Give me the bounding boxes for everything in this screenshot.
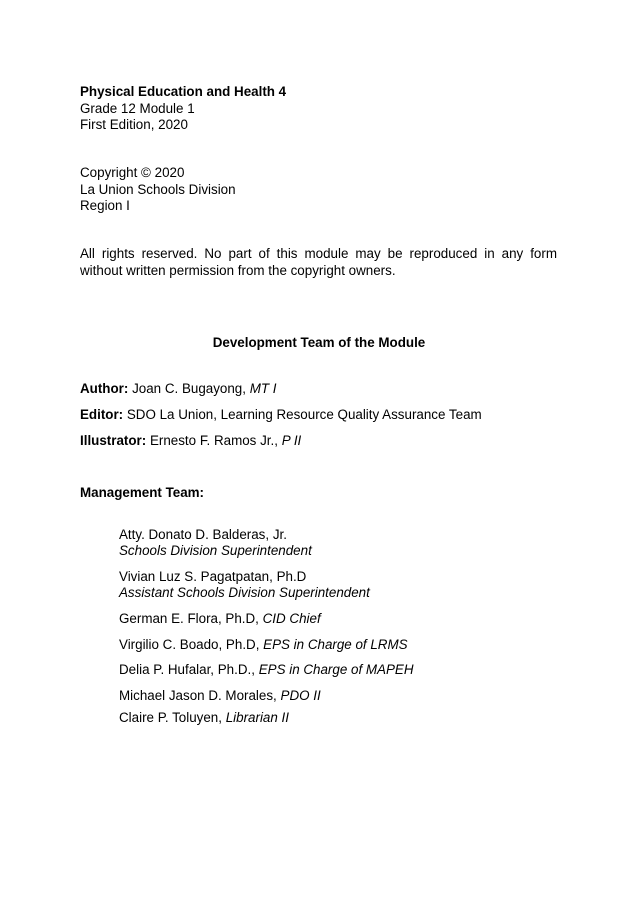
management-member xyxy=(119,610,321,627)
member-position: Assistant Schools Division Superintendent xyxy=(119,585,370,600)
development-heading: Development Team of the Module xyxy=(212,335,426,350)
member-name: Atty. Donato D. Balderas, Jr. xyxy=(119,527,287,542)
member-position: Librarian II xyxy=(225,710,289,725)
management-heading: Management Team: xyxy=(80,485,205,500)
illustrator-name: Ernesto F. Ramos Jr., xyxy=(149,433,278,448)
management-member xyxy=(119,636,408,653)
edition: First Edition, 2020 xyxy=(80,117,188,132)
management-member xyxy=(119,661,414,678)
member-position: CID Chief xyxy=(262,611,321,626)
rights-paragraph: All rights reserved. No part of this module may be reproduced in any form without written permission from the copyright owners. xyxy=(80,246,557,278)
copyright-region: Region I xyxy=(80,198,130,213)
author-name: Joan C. Bugayong, xyxy=(132,381,246,396)
editor-name: SDO La Union, Learning Resource Quality Assurance Team xyxy=(126,407,482,422)
member-name: Delia P. Hufalar, Ph.D., xyxy=(119,662,255,677)
copyright-division: La Union Schools Division xyxy=(80,182,236,197)
member-position: PDO II xyxy=(280,688,321,703)
member-position: Schools Division Superintendent xyxy=(119,543,312,558)
grade-module: Grade 12 Module 1 xyxy=(80,101,195,116)
member-name: Claire P. Toluyen, xyxy=(119,710,222,725)
author-line xyxy=(80,380,277,397)
member-position: EPS in Charge of MAPEH xyxy=(258,662,414,677)
member-name: German E. Flora, Ph.D, xyxy=(119,611,259,626)
member-name: Virgilio C. Boado, Ph.D, xyxy=(119,637,260,652)
editor-label: Editor: xyxy=(80,407,124,422)
author-label: Author: xyxy=(80,381,129,396)
illustrator-title: P II xyxy=(281,433,302,448)
member-name: Vivian Luz S. Pagatpatan, Ph.D xyxy=(119,569,307,584)
author-title: MT I xyxy=(249,381,277,396)
copyright-line: Copyright © 2020 xyxy=(80,165,185,180)
illustrator-line xyxy=(80,432,301,449)
illustrator-label: Illustrator: xyxy=(80,433,147,448)
member-position: EPS in Charge of LRMS xyxy=(263,637,408,652)
management-member xyxy=(119,709,289,726)
module-title: Physical Education and Health 4 xyxy=(80,84,287,99)
management-member xyxy=(119,687,321,704)
editor-line xyxy=(80,406,482,423)
member-name: Michael Jason D. Morales, xyxy=(119,688,277,703)
